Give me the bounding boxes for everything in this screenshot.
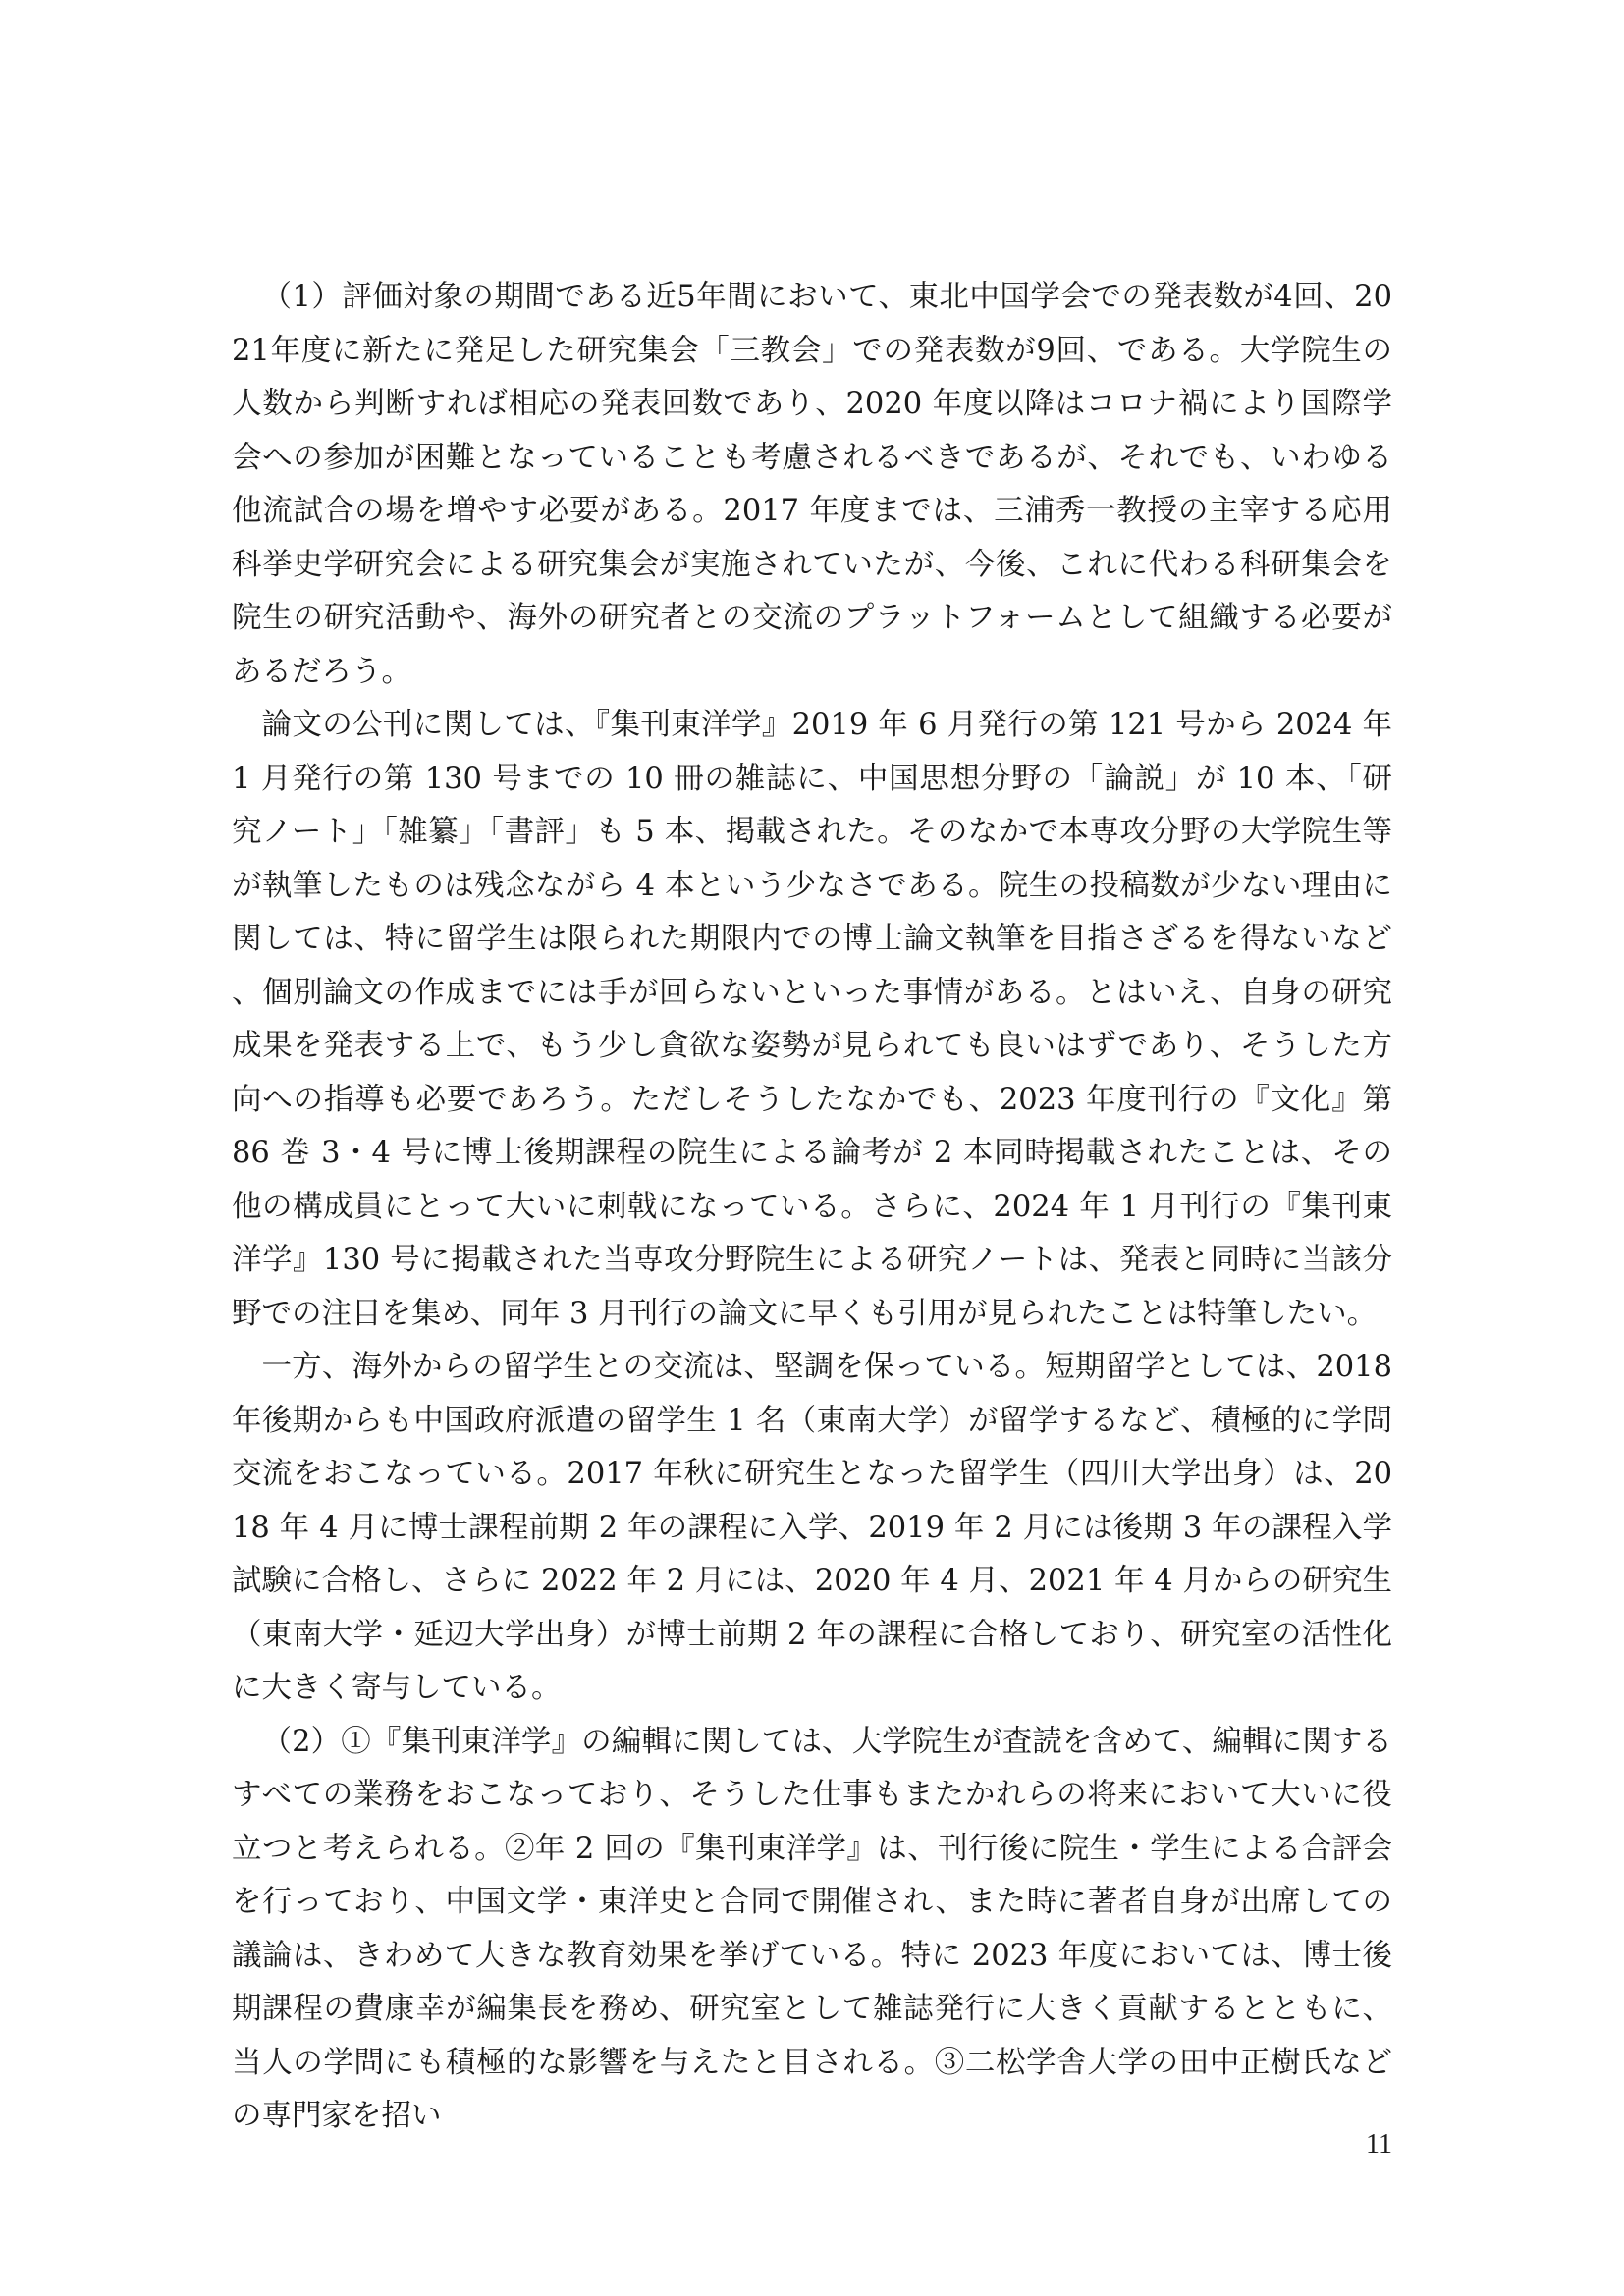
paragraph-paper-publication: 論文の公刊に関しては、『集刊東洋学』2019 年 6 月発行の第 121 号から 2024 年 1 月発行の第 130 号までの 10 冊の雑誌に、中国思想分野の「論説」が 10 本、「研究ノート」「雑纂」「書評」も 5 本、掲載された。そのなかで本専攻分野の大学院生等が執筆したものは残念ながら 4 本という少なさである。院生の投稿数が少ない理由に関しては、特に留学生は限られた期限内での博士論文執筆を目指さざるを得ないなど、個別論文の作成までには手が回らないといった事情がある。とはいえ、自身の研究成果を発表する上で、もう少し貪欲な姿勢が見られても良いはずであり、そうした方向への指導も必要であろう。ただしそうしたなかでも、2023 年度刊行の『文化』第 86 巻 3・4 号に博士後期課程の院生による論考が 2 本同時掲載されたことは、その他の構成員にとって大いに刺戟になっている。さらに、2024 年 1 月刊行の『集刊東洋学』130 号に掲載された当専攻分野院生による研究ノートは、発表と同時に当該分野での注目を集め、同年 3 月刊行の論文に早くも引用が見られたことは特筆したい。 xyxy=(232,708,1392,1331)
page-number: 11 xyxy=(1366,2129,1392,2160)
paragraph-research-presentations: （1）評価対象の期間である近5年間において、東北中国学会での発表数が4回、2021年度に新たに発足した研究集会「三教会」での発表数が9回、である。大学院生の人数から判断すれば相応の発表回数であり、2020 年度以降はコロナ禍により国際学会への参加が困難となっていることも考慮されるべきであるが、それでも、いわゆる他流試合の場を増やす必要がある。2017 年度までは、三浦秀一教授の主宰する応用科挙史学研究会による研究集会が実施されていたが、今後、これに代わる科研集会を院生の研究活動や、海外の研究者との交流のプラットフォームとして組織する必要があるだろう。 xyxy=(232,280,1392,689)
paragraph-journal-editing: （2）①『集刊東洋学』の編輯に関しては、大学院生が査読を含めて、編輯に関するすべての業務をおこなっており、そうした仕事もまたかれらの将来において大いに役立つと考えられる。②年 2 回の『集刊東洋学』は、刊行後に院生・学生による合評会を行っており、中国文学・東洋史と合同で開催され、また時に著者自身が出席しての議論は、きわめて大きな教育効果を挙げている。特に 2023 年度においては、博士後期課程の費康幸が編集長を務め、研究室として雑誌発行に大きく貢献するとともに、当人の学問にも積極的な影響を与えたと目される。③二松学舎大学の田中正樹氏などの専門家を招い xyxy=(232,1724,1392,2133)
body-text xyxy=(232,271,1392,2144)
paragraph-international-exchange: 一方、海外からの留学生との交流は、堅調を保っている。短期留学としては、2018年後期からも中国政府派遣の留学生 1 名（東南大学）が留学するなど、積極的に学問交流をおこなっている。2017 年秋に研究生となった留学生（四川大学出身）は、2018 年 4 月に博士課程前期 2 年の課程に入学、2019 年 2 月には後期 3 年の課程入学試験に合格し、さらに 2022 年 2 月には、2020 年 4 月、2021 年 4 月からの研究生（東南大学・延辺大学出身）が博士前期 2 年の課程に合格しており、研究室の活性化に大きく寄与している。 xyxy=(232,1350,1392,1705)
